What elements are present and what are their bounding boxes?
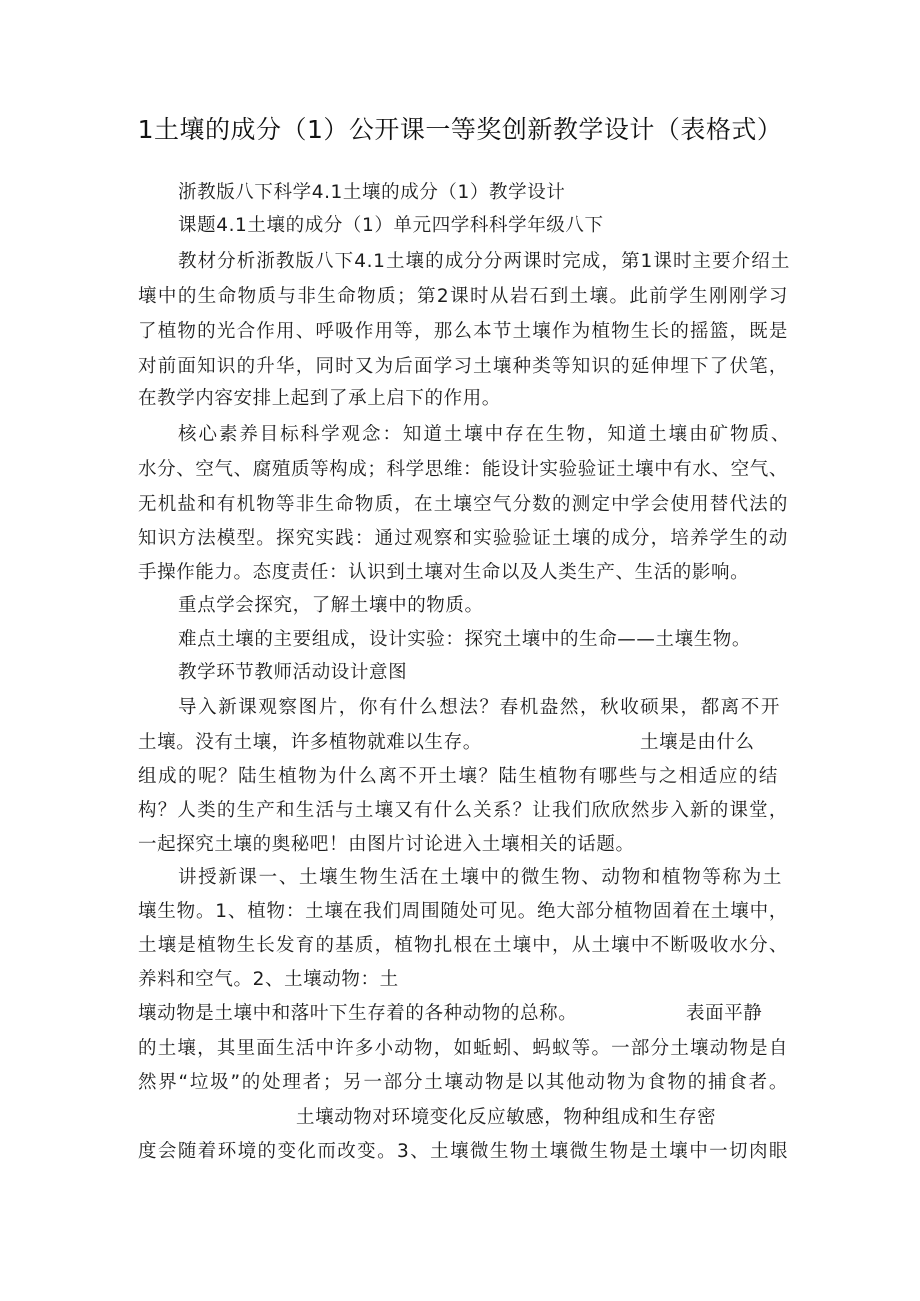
text-line: 一起探究土壤的奥秘吧！由图片讨论进入土壤相关的话题。 [138,834,635,855]
text-line: 手操作能力。态度责任：认识到土壤对生命以及人类生产、生活的影响。 [138,562,750,583]
text-line: 土壤是由什么 [640,732,755,753]
text-line: 壤生物。1、植物：土壤在我们周围随处可见。绝大部分植物固着在土壤中， [138,901,788,922]
text-line: 无机盐和有机物等非生命物质，在土壤空气分数的测定中学会使用替代法的 [138,494,788,515]
text-line: 教材分析浙教版八下4.1土壤的成分分两课时完成，第1课时主要介绍土 [178,251,790,272]
text-line: 土壤动物对环境变化反应敏感，物种组成和生存密 [296,1107,717,1128]
course-info-line: 课题4.1土壤的成分（1）单元四学科科学年级八下 [178,215,604,236]
text-line: 度会随着环境的变化而改变。3、土壤微生物土壤微生物是土壤中一切肉眼 [138,1141,788,1162]
text-line: 土壤是植物生长发育的基质，植物扎根在土壤中，从土壤中不断吸收水分、 [138,935,788,956]
text-line: 讲授新课一、土壤生物生活在土壤中的微生物、动物和植物等称为土 [178,867,782,888]
text-line: 重点学会探究，了解土壤中的物质。 [178,595,484,616]
text-line: 导入新课观察图片，你有什么想法？春机盎然，秋收硕果，都离不开 [178,697,780,718]
subtitle-line: 浙教版八下科学4.1土壤的成分（1）教学设计 [178,182,566,203]
text-line: 了植物的光合作用、呼吸作用等，那么本节土壤作为植物生长的摇篮，既是 [138,321,788,342]
text-line: 养料和空气。2、土壤动物：土 [138,969,399,990]
text-line: 壤中的生命物质与非生命物质；第2课时从岩石到土壤。此前学生刚刚学习 [138,286,788,307]
text-line: 对前面知识的升华，同时又为后面学习土壤种类等知识的延伸埋下了伏笔， [138,356,788,377]
text-line: 教学环节教师活动设计意图 [178,662,408,683]
text-line: 知识方法模型。探究实践：通过观察和实验验证土壤的成分，培养学生的动 [138,528,788,549]
text-line: 水分、空气、腐殖质等构成；科学思维：能设计实验验证土壤中有水、空气、 [138,459,788,480]
text-line: 的土壤，其里面生活中许多小动物，如蚯蚓、蚂蚁等。一部分土壤动物是自 [138,1038,788,1059]
text-line: 在教学内容安排上起到了承上启下的作用。 [138,388,501,409]
text-line: 表面平静 [686,1003,763,1024]
text-line: 难点土壤的主要组成，设计实验：探究土壤中的生命——土壤生物。 [178,629,752,650]
text-line: 构？人类的生产和生活与土壤又有什么关系？让我们欣欣然步入新的课堂， [138,800,788,821]
text-line: 核心素养目标科学观念：知道土壤中存在生物，知道土壤由矿物质、 [178,424,790,445]
text-line: 然界“垃圾”的处理者；另一部分土壤动物是以其他动物为食物的捕食者。 [138,1072,788,1093]
text-line: 组成的呢？陆生植物为什么离不开土壤？陆生植物有哪些与之相适应的结 [138,766,778,787]
document-title: 1土壤的成分（1）公开课一等奖创新教学设计（表格式） [137,115,783,144]
text-line: 土壤。没有土壤，许多植物就难以生存。 [138,732,482,753]
text-line: 壤动物是土壤中和落叶下生存着的各种动物的总称。 [138,1003,578,1024]
